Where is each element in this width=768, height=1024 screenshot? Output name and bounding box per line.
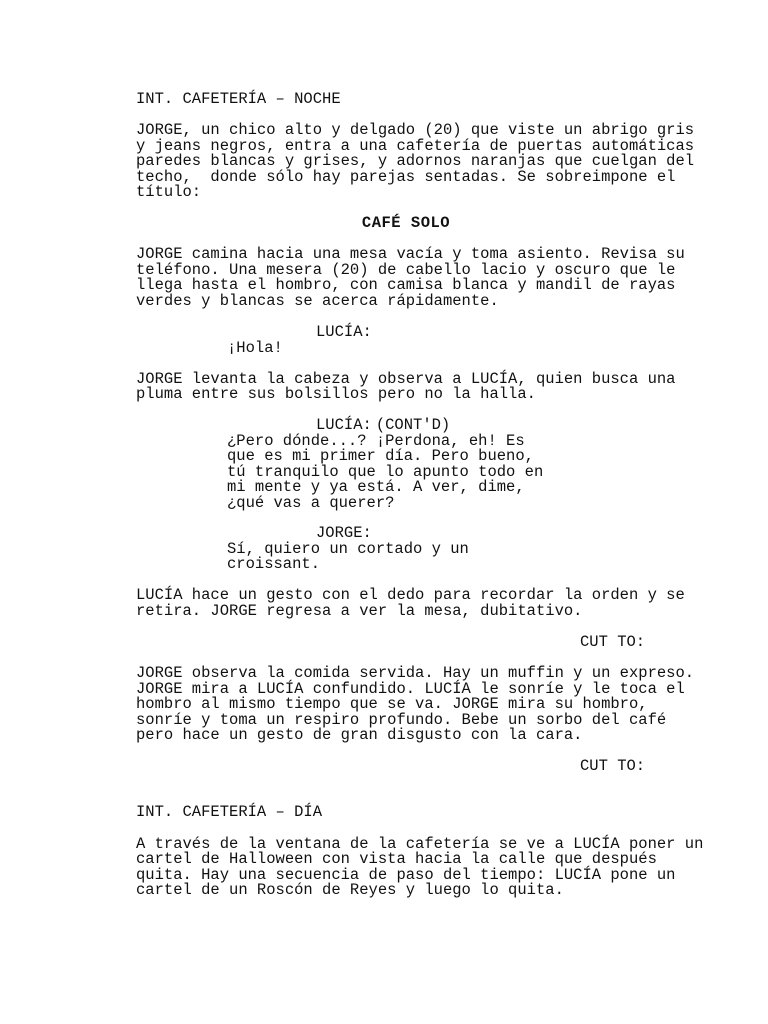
action-line: JORGE levanta la cabeza y observa a LUCÍA, quien busca una [136,369,676,388]
action-line: llega hasta el hombro, con camisa blanca y mandil de rayas [136,276,676,294]
action-line: techo, donde sólo hay parejas sentadas. Se sobreimpone el [136,167,676,186]
action-line: verdes y blancas se acerca rápidamente. [136,291,499,310]
action-line: pluma entre sus bolsillos pero no la halla. [136,385,536,403]
action-line: y jeans negros, entra a una cafetería de puertas automáticas [136,136,695,155]
action-line: quita. Hay una secuencia de paso del tiempo: LUCÍA pone un [136,865,676,884]
action-line: cartel de Halloween con vista hacia la calle que después [136,850,657,868]
action-line: pero hace un gesto de gran disgusto con la cara. [136,726,583,744]
transition: CUT TO: [580,632,646,651]
dialogue-line: tú tranquilo que lo apunto todo en [227,462,544,481]
character-name: JORGE: [316,524,372,542]
character-name: LUCÍA: [316,323,372,341]
action-line: JORGE camina hacia una mesa vacía y toma asiento. Revisa su [136,245,685,263]
action-line: JORGE observa la comida servida. Hay un muffin y un expreso. [136,664,695,682]
action-line: hombro al mismo tiempo que se va. JORGE mira su hombro, [136,695,648,713]
action-line: JORGE mira a LUCÍA confundido. LUCÍA le sonríe y le toca el [136,679,685,698]
action-line: A través de la ventana de la cafetería se ve a LUCÍA poner un [136,834,704,853]
action-line: retira. JORGE regresa a ver la mesa, dubitativo. [136,601,583,620]
action-line: JORGE, un chico alto y delgado (20) que viste un abrigo gris [136,121,695,139]
action-line: paredes blancas y grises, y adornos naranjas que cuelgan del [136,152,695,170]
contd-extension: (CONT'D) [375,416,451,434]
dialogue-line: que es mi primer día. Pero bueno, [227,447,534,465]
dialogue-line: ¿qué vas a querer? [227,493,395,512]
character-name-label: LUCÍA: [316,416,372,434]
scene-heading: INT. CAFETERÍA – NOCHE [136,90,341,108]
transition: CUT TO: [580,757,646,775]
dialogue-line: croissant. [227,555,321,573]
title-card: CAFÉ SOLO [361,214,451,232]
dialogue-line: ¡Hola! [227,338,283,357]
action-line: LUCÍA hace un gesto con el dedo para recordar la orden y se [136,586,685,604]
dialogue-line: ¿Pero dónde...? ¡Perdona, eh! Es [227,431,525,450]
action-line: teléfono. Una mesera (20) de cabello lacio y oscuro que le [136,260,676,279]
dialogue-line: Sí, quiero un cortado y un [227,539,469,558]
action-line: sonríe y toma un respiro profundo. Bebe un sorbo del café [136,710,667,729]
action-line: cartel de un Roscón de Reyes y luego lo quita. [136,881,564,899]
action-line: título: [136,183,202,201]
dialogue-line: mi mente y ya está. A ver, dime, [227,478,525,496]
scene-heading: INT. CAFETERÍA – DÍA [136,803,323,821]
